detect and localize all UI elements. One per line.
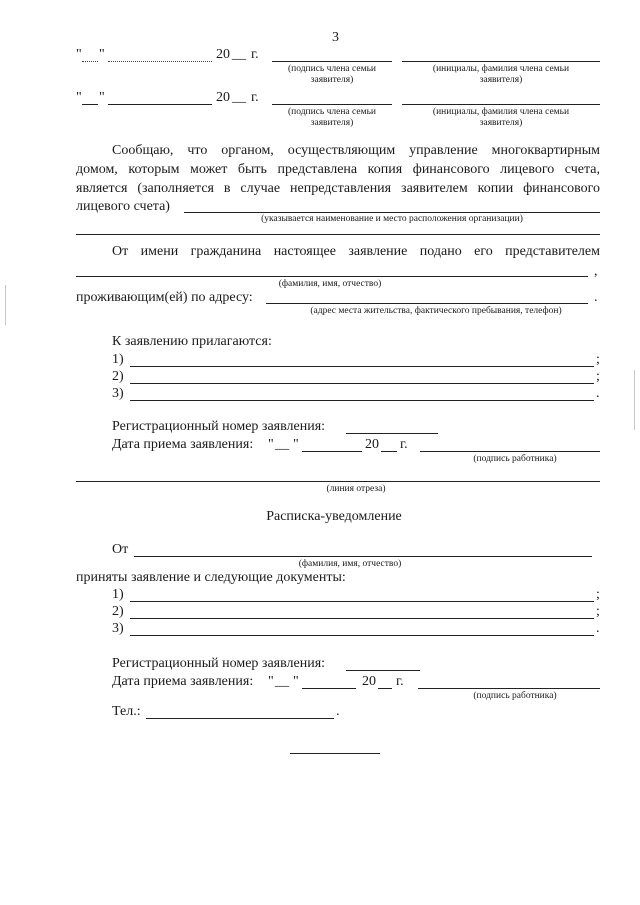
footer-separator <box>290 753 380 754</box>
date-quote-open: " <box>76 47 82 62</box>
date-quote-open: " <box>76 90 82 105</box>
attachment-end-1: ; <box>596 352 600 367</box>
member-initials-line[interactable] <box>402 61 600 62</box>
receipt-item-line-2[interactable] <box>130 618 594 619</box>
date-quote-close: " <box>99 47 105 62</box>
date-quote-close: " <box>293 437 299 452</box>
receipt-title: Расписка-уведомление <box>266 509 402 524</box>
receipt-item-end-2: ; <box>596 604 600 619</box>
attachment-number-3: 3) <box>112 386 124 401</box>
receipt-from-label: От <box>112 542 129 557</box>
member-signature-line[interactable] <box>272 61 392 62</box>
receipt-name-line[interactable] <box>134 556 592 557</box>
attachment-line-1[interactable] <box>130 366 594 367</box>
receipt-worker-signature-line[interactable] <box>418 688 600 689</box>
org-line-1: Сообщаю, что органом, осуществляющим управление многоквартирным <box>112 143 600 158</box>
receipt-item-number-3: 3) <box>112 621 124 636</box>
org-line-3: является (заполняется в случае непредставления заявителем копии финансового <box>76 181 600 196</box>
member-signature-line[interactable] <box>272 104 392 105</box>
organization-name-line[interactable] <box>184 212 600 213</box>
address-line[interactable] <box>266 303 588 304</box>
scan-edge-mark <box>634 370 635 430</box>
address-end: . <box>594 290 598 305</box>
receipt-item-end-3: . <box>596 621 600 636</box>
day-blank: __ <box>275 437 289 452</box>
receipt-date-quote-close: " <box>293 674 299 689</box>
page-number: 3 <box>332 30 339 45</box>
representative-name-line[interactable] <box>76 276 588 277</box>
attachment-line-3[interactable] <box>130 400 594 401</box>
year-blank: __ <box>232 90 246 105</box>
receipt-month-line[interactable] <box>302 688 356 689</box>
year-prefix: 20 <box>365 437 379 452</box>
attachment-end-2: ; <box>596 369 600 384</box>
receipt-item-line-1[interactable] <box>130 601 594 602</box>
member-signature-caption: (подпись члена семьи заявителя) <box>287 64 377 85</box>
attachment-number-1: 1) <box>112 352 124 367</box>
year-suffix: г. <box>251 47 259 62</box>
month-blank-line[interactable] <box>108 104 212 105</box>
representative-line-1: От имени гражданина настоящее заявление подано его представителем <box>112 244 600 259</box>
year-suffix: г. <box>400 437 408 452</box>
receipt-reg-number-label: Регистрационный номер заявления: <box>112 656 326 671</box>
receipt-phone-line[interactable] <box>146 718 334 719</box>
receipt-year-suffix: г. <box>396 674 404 689</box>
cut-line-caption: (линия отреза) <box>326 484 386 494</box>
receipt-accepted: приняты заявление и следующие документы: <box>76 570 346 585</box>
org-line-4: лицевого счета) <box>76 199 170 214</box>
receipt-day-blank: __ <box>275 674 289 689</box>
address-caption: (адрес места жительства, фактического пребывания, телефон) <box>310 306 562 316</box>
attachment-number-2: 2) <box>112 369 124 384</box>
year-prefix: 20 <box>216 47 230 62</box>
cut-line <box>76 481 600 482</box>
receipt-year-line[interactable] <box>378 688 392 689</box>
receipt-worker-signature-caption: (подпись работника) <box>473 691 557 701</box>
member-initials-caption: (инициалы, фамилия члена семьи заявителя) <box>432 64 570 85</box>
receipt-name-caption: (фамилия, имя, отчество) <box>298 559 402 569</box>
month-line[interactable] <box>302 451 362 452</box>
year-blank: __ <box>232 47 246 62</box>
address-label: проживающим(ей) по адресу: <box>76 290 253 305</box>
receipt-year-prefix: 20 <box>362 674 376 689</box>
receipt-item-number-1: 1) <box>112 587 124 602</box>
day-blank-line[interactable] <box>82 61 98 62</box>
year-suffix: г. <box>251 90 259 105</box>
member-initials-caption: (инициалы, фамилия члена семьи заявителя) <box>432 107 570 128</box>
date-quote-open: " <box>268 437 274 452</box>
receipt-date-label: Дата приема заявления: <box>112 674 254 689</box>
member-initials-line[interactable] <box>402 104 600 105</box>
worker-signature-line[interactable] <box>420 451 600 452</box>
organization-second-line[interactable] <box>76 234 600 235</box>
attachments-heading: К заявлению прилагаются: <box>112 334 272 349</box>
organization-caption: (указывается наименование и место расположения организации) <box>261 214 523 224</box>
scan-edge-mark <box>5 285 6 325</box>
year-line[interactable] <box>381 451 397 452</box>
date-quote-close: " <box>99 90 105 105</box>
worker-signature-caption: (подпись работника) <box>473 454 557 464</box>
reg-number-line[interactable] <box>346 433 438 434</box>
receipt-reg-number-line[interactable] <box>346 670 420 671</box>
org-line-2: домом, которым может быть представлена копия финансового лицевого счета, <box>76 162 600 177</box>
attachment-end-3: . <box>596 386 600 401</box>
receipt-item-number-2: 2) <box>112 604 124 619</box>
receipt-phone-label: Тел.: <box>112 704 141 719</box>
attachment-line-2[interactable] <box>130 383 594 384</box>
date-label: Дата приема заявления: <box>112 437 254 452</box>
year-prefix: 20 <box>216 90 230 105</box>
day-blank-line[interactable] <box>82 104 98 105</box>
month-blank-line[interactable] <box>108 61 212 62</box>
reg-number-label: Регистрационный номер заявления: <box>112 419 326 434</box>
representative-comma: , <box>594 264 598 279</box>
receipt-item-end-1: ; <box>596 587 600 602</box>
representative-name-caption: (фамилия, имя, отчество) <box>278 279 382 289</box>
member-signature-caption: (подпись члена семьи заявителя) <box>287 107 377 128</box>
receipt-date-quote-open: " <box>268 674 274 689</box>
receipt-item-line-3[interactable] <box>130 635 594 636</box>
receipt-phone-end: . <box>336 704 340 719</box>
